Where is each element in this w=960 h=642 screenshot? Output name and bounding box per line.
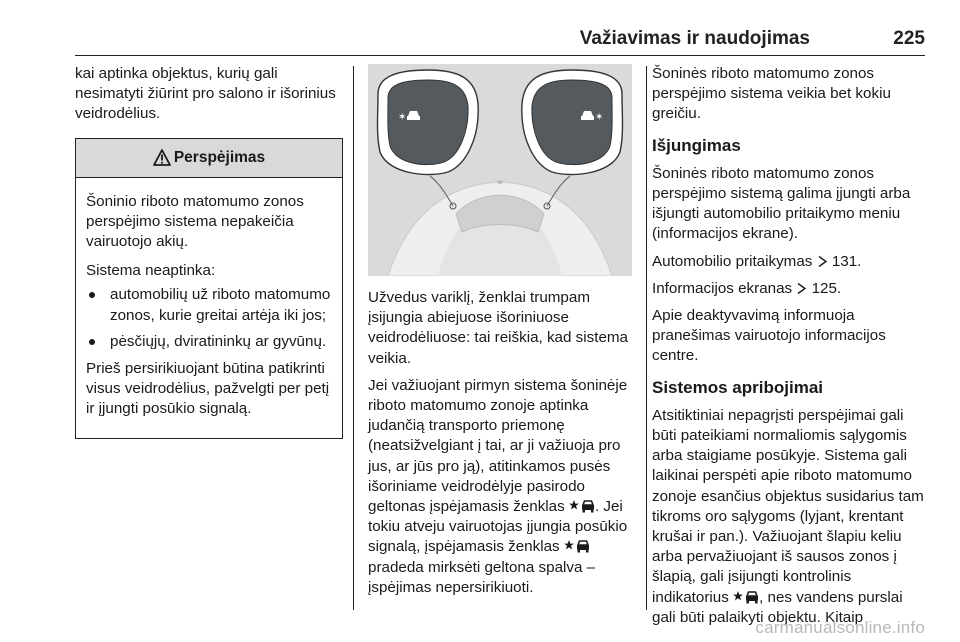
warning-header bbox=[76, 139, 342, 178]
warning-paragraph-2: Sistema neaptinka: bbox=[86, 262, 216, 280]
middle-paragraph-2-part-b: . Jei tokiu atveju vairuotojas įjungia posūkio signalą, įspėjamasis ženklas bbox=[368, 498, 628, 556]
reference-label: Informacijos ekranas bbox=[652, 279, 793, 297]
reference-label: Automobilio pritaikymas bbox=[652, 252, 813, 270]
right-column bbox=[652, 64, 930, 635]
right-paragraph-5: Apie deaktyvavimą informuoja pranešimas vairuotojo informacijos centre. bbox=[652, 307, 886, 365]
middle-paragraph-2 bbox=[368, 376, 634, 598]
middle-paragraph-1: Užvedus variklį, ženklai trumpam įsijungia abiejuose išoriniuose veidrodėliuose: tai reiškia, kad sistema veikia. bbox=[368, 289, 628, 367]
svg-text:✶: ✶ bbox=[595, 112, 604, 123]
column-divider-left bbox=[353, 66, 354, 610]
mirror-illustration bbox=[368, 64, 632, 276]
svg-text:✶: ✶ bbox=[398, 112, 407, 123]
warning-box bbox=[75, 138, 343, 439]
section-title-limitations: Sistemos apribojimai bbox=[652, 377, 823, 397]
page-reference[interactable]: 131. bbox=[831, 252, 862, 270]
page-reference-arrow-icon bbox=[817, 255, 828, 268]
page-header-title: Važiavimas ir naudojimas bbox=[579, 28, 810, 49]
list-item: automobilių už riboto matomumo zonos, kurie greitai artėja iki jos; bbox=[86, 285, 332, 325]
blind-spot-car-icon bbox=[733, 590, 759, 604]
page-number: 225 bbox=[893, 28, 925, 49]
right-paragraph-4 bbox=[652, 279, 930, 299]
warning-paragraph-1: Šoninio riboto matomumo zonos perspėjimo sistema nepakeičia vairuotojo akių. bbox=[86, 192, 304, 251]
middle-paragraph-2-part-a: Jei važiuojant pirmyn sistema šoninėje riboto matomumo zonoje aptinka judančią transporto priemonę (neatsižvelgiant į tai, ar ji važiuoja pro jus, ar jūs pro ją), atitinkamos pusės išoriniame veidrodėlyje pasirodo geltonas įspėjamasis ženklas bbox=[368, 376, 628, 516]
left-column bbox=[75, 64, 343, 439]
warning-title: Perspėjimas bbox=[173, 148, 266, 166]
right-paragraph-6-part-b: , nes vandens purslai gali būti palaikyti objektu. Kitaip bbox=[652, 588, 903, 626]
warning-paragraph-3: Prieš persirikiuojant būtina patikrinti visus veidrodėlius, pažvelgti per petį ir įjungti posūkio signalą. bbox=[86, 360, 330, 418]
warning-body bbox=[76, 178, 342, 438]
column-divider-right bbox=[646, 66, 647, 610]
middle-paragraph-2-part-c: pradeda mirksėti geltona spalva – įspėjimas nepersirikiuoti. bbox=[368, 558, 596, 596]
right-paragraph-2: Šoninės riboto matomumo zonos perspėjimo sistemą galima įjungti arba išjungti automobilio pritaikymo meniu (informacijos ekrane). bbox=[652, 164, 911, 243]
right-paragraph-6 bbox=[652, 406, 930, 628]
list-item: pėsčiųjų, dviratininkų ar gyvūnų. bbox=[86, 332, 332, 352]
header-rule bbox=[75, 55, 925, 56]
mirror-illustration-svg bbox=[368, 64, 632, 276]
right-paragraph-1: Šoninės riboto matomumo zonos perspėjimo sistema veikia bet kokiu greičiu. bbox=[652, 65, 891, 123]
watermark: carmanualsonline.info bbox=[755, 618, 925, 637]
middle-column bbox=[368, 288, 634, 605]
blind-spot-car-icon bbox=[564, 539, 590, 553]
blind-spot-car-icon bbox=[569, 499, 595, 513]
intro-paragraph: kai aptinka objektus, kurių gali nesimatyti žiūrint pro salono ir išorinius veidrodėlius. bbox=[75, 65, 336, 123]
section-title-disabling: Išjungimas bbox=[652, 135, 741, 155]
page-reference-arrow-icon bbox=[796, 282, 807, 295]
right-paragraph-6-part-a: Atsitiktiniai nepagrįsti perspėjimai gali būti pateikiami normaliomis sąlygomis arba staigiame posūkyje. Sistema gali laikinai perspėti apie riboto matomumo zonoje esančius objektus susidarius tam tikroms oro sąlygoms (lyjant, krentant krušai ir pan.). Važiuojant šlapiu keliu arba pervažiuojant iš sausos zonos į šlapią, gali įsijungti kontrolinis indikatorius bbox=[652, 406, 924, 606]
warning-triangle-icon bbox=[153, 149, 171, 166]
warning-bullet-list bbox=[86, 285, 332, 352]
page-reference[interactable]: 125. bbox=[811, 279, 842, 297]
right-paragraph-3 bbox=[652, 252, 930, 272]
